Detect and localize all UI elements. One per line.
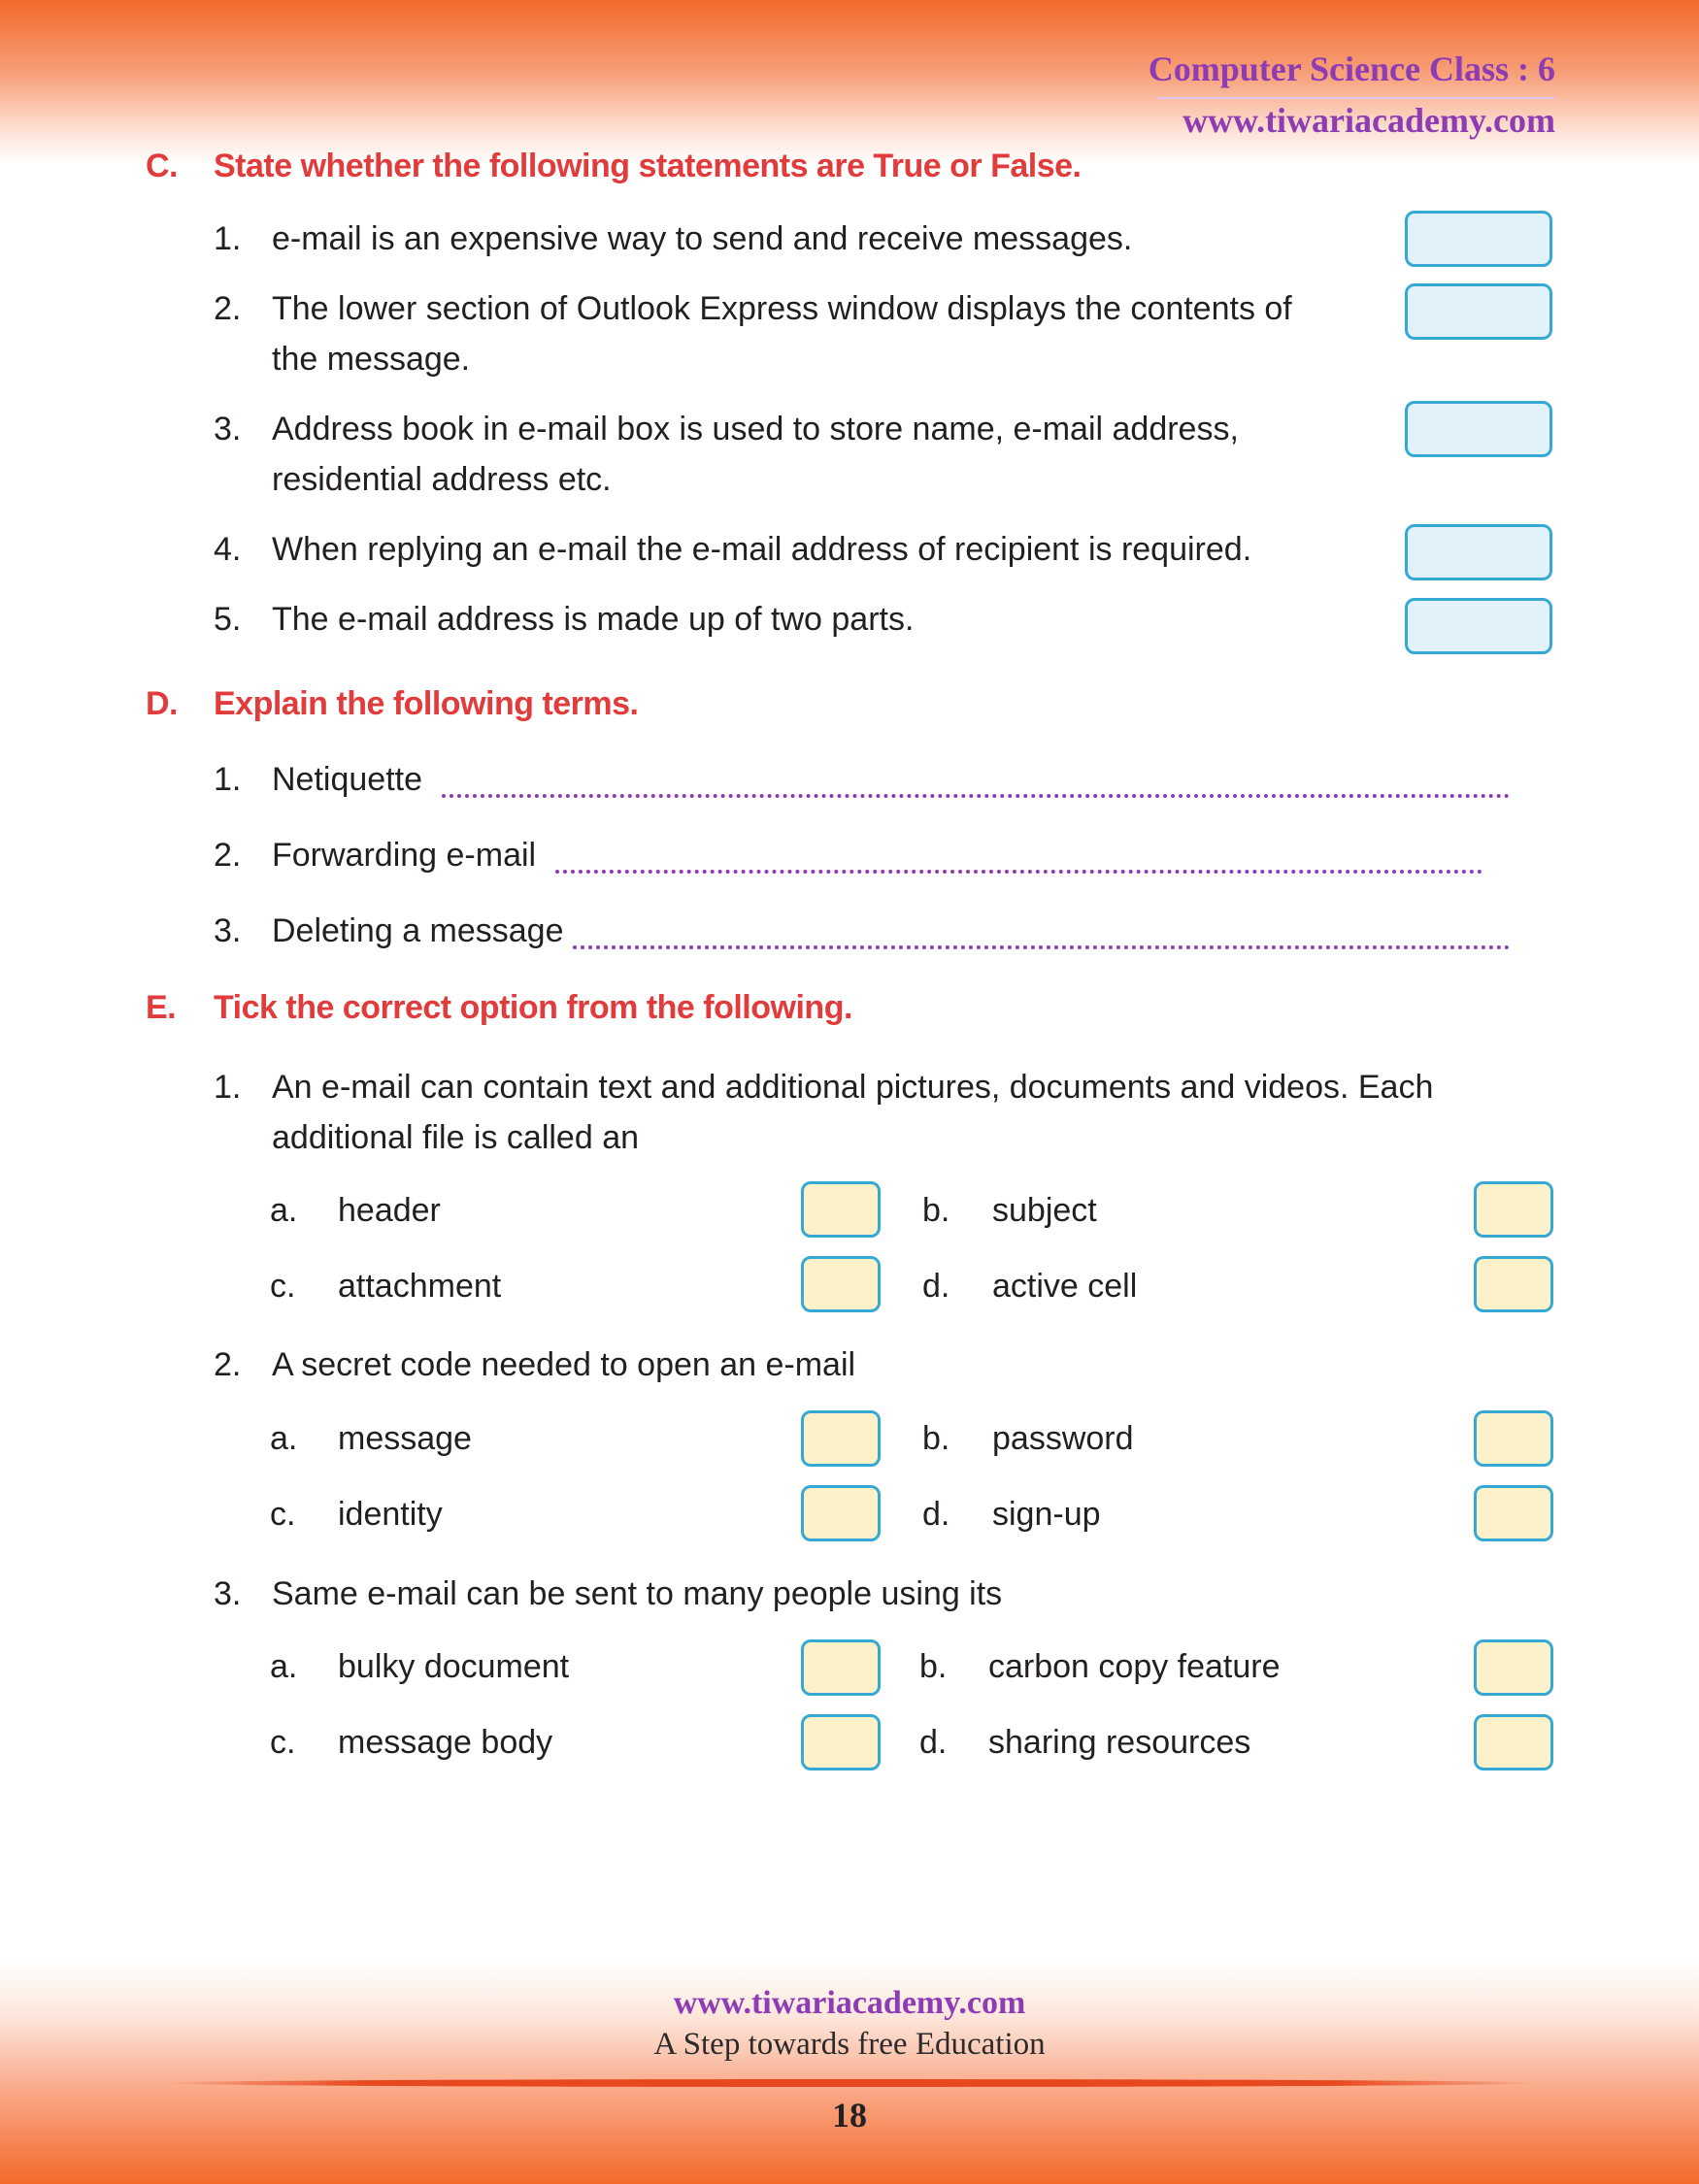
option-letter: d. [922,1268,950,1305]
question-text: A secret code needed to open an e-mail [272,1346,856,1383]
section-letter: E. [146,989,177,1026]
option-text: identity [338,1496,443,1533]
option-text: active cell [992,1268,1138,1305]
option-text: subject [992,1192,1097,1229]
option-checkbox-3a[interactable] [801,1639,881,1696]
answer-blank-line[interactable] [573,945,1510,949]
question-text-line2: additional file is called an [272,1119,640,1156]
option-text: bulky document [338,1648,570,1685]
footer-url[interactable]: www.tiwariacademy.com [673,1985,1026,2021]
statement-text: The e-mail address is made up of two parts. [272,601,915,638]
term-text: Deleting a message [272,912,564,949]
option-text: sharing resources [988,1724,1251,1761]
option-text: password [992,1420,1134,1457]
option-checkbox-2a[interactable] [801,1410,881,1467]
section-letter: C. [146,148,178,184]
explain-term-1 [214,761,1515,811]
question-text-line1: An e-mail can contain text and additional pictures, documents and videos. Each [272,1069,1434,1106]
statement-text-line1: The lower section of Outlook Express window displays the contents of [272,290,1292,327]
answer-blank-line[interactable] [442,794,1510,798]
header-divider [1157,97,1555,99]
question-text: Same e-mail can be sent to many people using its [272,1575,1003,1612]
tf-statement-2 [214,283,1320,384]
item-number: 3. [214,912,242,949]
item-number: 1. [214,220,242,257]
item-number: 1. [214,1069,242,1106]
option-checkbox-1b[interactable] [1474,1181,1553,1238]
option-letter: d. [919,1724,948,1761]
option-checkbox-3d[interactable] [1474,1714,1553,1770]
footer-divider [160,2079,1539,2087]
statement-text-line2: residential address etc. [272,461,612,498]
option-checkbox-1a[interactable] [801,1181,881,1238]
option-letter: c. [270,1724,296,1761]
explain-term-3 [214,912,1515,963]
answer-blank-line[interactable] [555,870,1482,874]
option-text: carbon copy feature [988,1648,1281,1685]
book-title: Computer Science Class : 6 [1148,50,1555,88]
statement-text-line2: the message. [272,341,471,378]
item-number: 2. [214,290,242,327]
option-letter: b. [922,1420,950,1457]
option-checkbox-3c[interactable] [801,1714,881,1770]
footer-tagline: A Step towards free Education [653,2027,1046,2062]
tf-statement-3 [214,404,1320,505]
item-number: 2. [214,1346,242,1383]
option-text: sign-up [992,1496,1101,1533]
true-false-answer-box-3[interactable] [1405,401,1552,457]
section-c-heading [146,148,1082,185]
item-number: 2. [214,837,242,874]
option-letter: b. [919,1648,948,1685]
item-number: 1. [214,761,242,798]
option-checkbox-2d[interactable] [1474,1485,1553,1541]
option-letter: d. [922,1496,950,1533]
option-checkbox-1c[interactable] [801,1256,881,1312]
option-checkbox-3b[interactable] [1474,1639,1553,1696]
section-d-heading [146,685,639,723]
option-letter: c. [270,1496,296,1533]
term-text: Forwarding e-mail [272,837,537,874]
option-letter: b. [922,1192,950,1229]
statement-text: e-mail is an expensive way to send and receive messages. [272,220,1133,257]
explain-term-2 [214,837,1515,887]
option-text: message body [338,1724,553,1761]
header-url[interactable]: www.tiwariacademy.com [1183,101,1555,140]
statement-text-line1: Address book in e-mail box is used to store name, e-mail address, [272,411,1239,447]
section-title: Explain the following terms. [214,685,639,722]
statement-text: When replying an e-mail the e-mail address of recipient is required. [272,531,1252,568]
item-number: 5. [214,601,242,638]
option-checkbox-2b[interactable] [1474,1410,1553,1467]
item-number: 3. [214,411,242,447]
term-text: Netiquette [272,761,422,798]
true-false-answer-box-1[interactable] [1405,211,1552,267]
option-letter: a. [270,1648,298,1685]
option-letter: a. [270,1192,298,1229]
section-letter: D. [146,685,178,722]
page-number: 18 [832,2096,867,2134]
item-number: 3. [214,1575,242,1612]
option-checkbox-1d[interactable] [1474,1256,1553,1312]
section-title: State whether the following statements are True or False. [214,148,1082,184]
true-false-answer-box-2[interactable] [1405,283,1552,340]
section-e-heading [146,989,852,1027]
option-text: attachment [338,1268,502,1305]
option-letter: c. [270,1268,296,1305]
true-false-answer-box-5[interactable] [1405,598,1552,654]
option-text: header [338,1192,441,1229]
option-checkbox-2c[interactable] [801,1485,881,1541]
option-text: message [338,1420,472,1457]
option-letter: a. [270,1420,298,1457]
item-number: 4. [214,531,242,568]
mcq-question-1 [214,1062,1553,1163]
true-false-answer-box-4[interactable] [1405,524,1552,580]
section-title: Tick the correct option from the following. [214,989,852,1026]
